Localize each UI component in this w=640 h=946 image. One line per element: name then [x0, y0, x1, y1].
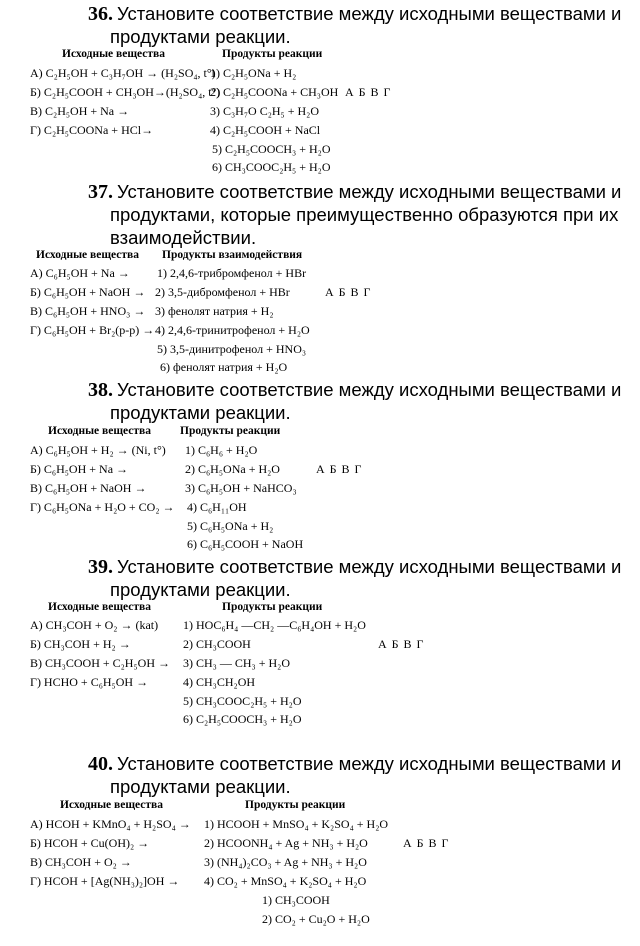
q39-left-g: Г) HCHO + C₆H₅OH → [30, 675, 149, 689]
q39-right-6: 6) C₂H₅COOCH₃ + H₂O [183, 712, 302, 726]
q37-header-left: Исходные вещества [36, 249, 140, 261]
q40-left-b: Б) HCOH + Cu(OH)₂ → [30, 836, 150, 850]
q39-header-left: Исходные вещества [48, 601, 152, 613]
q38-header-right: Продукты реакции [180, 425, 281, 437]
q36-title [88, 2, 621, 26]
q38-left-b: Б) C₆H₅OH + Na → [30, 462, 129, 476]
q36-right-4: 4) C₂H₅COOH + NaCl [210, 123, 321, 137]
q40-right-4: 4) CO₂ + MnSO₄ + K₂SO₄ + H₂O [204, 874, 367, 888]
q40-header-right: Продукты реакции [245, 799, 346, 811]
q39-title-line2: продуктами реакции. [110, 579, 291, 600]
q40-number: 40. [88, 753, 113, 775]
q37-left-v: В) C₆H₅OH + HNO₃ → [30, 304, 146, 318]
q40-title-line1: Установите соответствие между исходными веществами и [117, 753, 622, 774]
q38-title [88, 378, 621, 402]
q37-title [88, 180, 621, 204]
q37-title-line2: продуктами, которые преимущественно образуются при их [110, 204, 619, 225]
q37-title-line1: Установите соответствие между исходными веществами и [117, 181, 622, 202]
q39-left-a: А) CH₃COH + O₂ → (kat) [30, 618, 159, 632]
q37-answer-letters: А Б В Г [325, 285, 372, 299]
q40-left-a: А) HCOH + KMnO₄ + H₂SO₄ → [30, 817, 191, 831]
q39-right-3: 3) CH₃ — CH₃ + H₂O [183, 656, 290, 670]
q36-left-g: Г) C₂H₅COONa + HCl→ [30, 123, 154, 137]
q40-right-5: 1) CH₃COOH [262, 893, 330, 907]
q38-left-a: А) C₆H₅OH + H₂ → (Ni, t°) [30, 443, 166, 457]
q39-number: 39. [88, 556, 113, 578]
q36-left-a: А) C₂H₅OH + C₃H₇OH → (H₂SO₄, t°) [30, 66, 216, 80]
q40-right-1: 1) HCOOH + MnSO₄ + K₂SO₄ + H₂O [204, 817, 389, 831]
q36-answer-letters: А Б В Г [345, 85, 392, 99]
q37-left-g: Г) C₆H₅OH + Br₂(р-р) → [30, 323, 155, 337]
q37-left-a: А) C₆H₅OH + Na → [30, 266, 130, 280]
q36-right-5: 5) C₂H₅COOCH₃ + H₂O [212, 142, 331, 156]
q36-header-left: Исходные вещества [62, 48, 166, 60]
q37-right-3: 3) фенолят натрия + H₂ [155, 304, 274, 318]
q36-header-right: Продукты реакции [222, 48, 323, 60]
q37-right-6: 6) фенолят натрия + H₂O [160, 360, 288, 374]
q36-left-v: В) C₂H₅OH + Na → [30, 104, 130, 118]
q38-title-line2: продуктами реакции. [110, 402, 291, 423]
q39-title [88, 555, 621, 579]
q36-title-line2: продуктами реакции. [110, 26, 291, 47]
q36-title-line1: Установите соответствие между исходными веществами и [117, 3, 622, 24]
q39-header-right: Продукты реакции [222, 601, 323, 613]
q36-right-3: 3) C₃H₇O C₂H₅ + H₂O [210, 104, 320, 118]
q36-number: 36. [88, 3, 113, 25]
q40-left-g: Г) HCOH + [Ag(NH₃)₂]OH → [30, 874, 180, 888]
q37-right-2: 2) 3,5-дибромфенол + HBr [155, 285, 290, 299]
q38-title-line1: Установите соответствие между исходными веществами и [117, 379, 622, 400]
q40-title [88, 752, 621, 776]
q37-left-b: Б) C₆H₅OH + NaOH → [30, 285, 146, 299]
q39-right-4: 4) CH₃CH₂OH [183, 675, 256, 689]
q36-right-6: 6) CH₃COOC₂H₅ + H₂O [212, 160, 331, 174]
q37-right-5: 5) 3,5-динитрофенол + HNO₃ [157, 342, 307, 356]
q39-answer-letters: А Б В Г [378, 637, 425, 651]
q37-title-line3: взаимодействии. [110, 227, 257, 248]
q37-number: 37. [88, 181, 113, 203]
q40-right-3: 3) (NH₄)₂CO₃ + Ag + NH₃ + H₂O [204, 855, 367, 869]
q36-right-1: 1) C₂H₅ONa + H₂ [210, 66, 297, 80]
q40-left-v: В) CH₃COH + O₂ → [30, 855, 132, 869]
q38-answer-letters: А Б В Г [316, 462, 363, 476]
q40-title-line2: продуктами реакции. [110, 776, 291, 797]
q40-answer-letters: А Б В Г [403, 836, 450, 850]
q36-right-2: 2) C₂H₅COONa + CH₃OH [210, 85, 339, 99]
q38-number: 38. [88, 379, 113, 401]
q38-right-4: 4) C₆H₁₁OH [187, 500, 247, 514]
q36-left-b: Б) C₂H₅COOH + CH₃OH→(H₂SO₄, t°) [30, 85, 221, 99]
q40-header-left: Исходные вещества [60, 799, 164, 811]
q38-right-1: 1) C₆H₆ + H₂O [185, 443, 258, 457]
q38-right-3: 3) C₆H₅OH + NaHCO₃ [185, 481, 297, 495]
q40-right-6: 2) CO₂ + Cu₂O + H₂O [262, 912, 370, 926]
q38-right-5: 5) C₆H₅ONa + H₂ [187, 519, 274, 533]
q37-right-1: 1) 2,4,6-трибромфенол + HBr [157, 266, 307, 280]
q38-right-2: 2) C₆H₅ONa + H₂O [185, 462, 280, 476]
q39-right-2: 2) CH₃COOH [183, 637, 251, 651]
q39-title-line1: Установите соответствие между исходными веществами и [117, 556, 622, 577]
q37-right-4: 4) 2,4,6-тринитрофенол + H₂O [155, 323, 310, 337]
q39-right-1: 1) HOC₆H₄ —CH₂ —C₆H₄OH + H₂O [183, 618, 366, 632]
q38-header-left: Исходные вещества [48, 425, 152, 437]
q39-right-5: 5) CH₃COOC₂H₅ + H₂O [183, 694, 302, 708]
q37-header-right: Продукты взаимодействия [162, 249, 303, 261]
q38-left-v: В) C₆H₅OH + NaOH → [30, 481, 147, 495]
q38-left-g: Г) C₆H₅ONa + H₂O + CO₂ → [30, 500, 175, 514]
q40-right-2: 2) HCOONH₄ + Ag + NH₃ + H₂O [204, 836, 368, 850]
q39-left-b: Б) CH₃COH + H₂ → [30, 637, 131, 651]
q38-right-6: 6) C₆H₅COOH + NaOH [187, 537, 304, 551]
q39-left-v: В) CH₃COOH + C₂H₅OH → [30, 656, 170, 670]
